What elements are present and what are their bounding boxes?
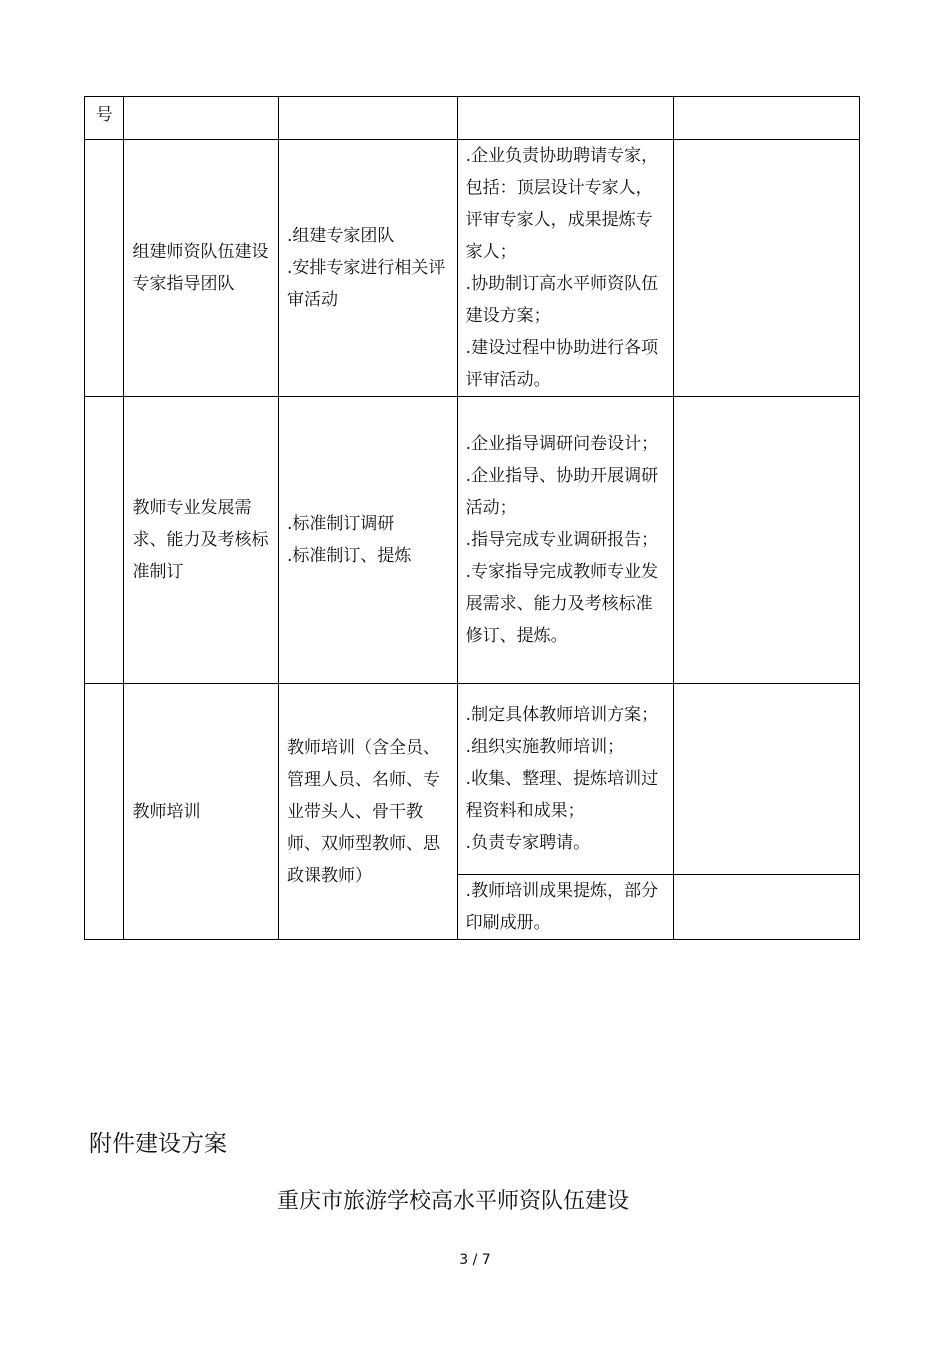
remarks-cell [673,397,859,684]
header-cell [457,97,673,140]
duties-cell: .企业指导调研问卷设计； .企业指导、协助开展调研活动； .指导完成专业调研报告； .专家指导完成教师专业发展需求、能力及考核标准修订、提炼。 [457,397,673,684]
remarks-cell [673,875,859,940]
remarks-cell [673,684,859,875]
table-row [85,140,860,397]
table-row [85,684,860,875]
table-row [85,397,860,684]
content-cell: .组建专家团队 .安排专家进行相关评审活动 [279,140,458,397]
row-num-cell [85,140,124,397]
header-num-cell: 号 [85,97,124,140]
duties-cell: .企业负责协助聘请专家，包括：顶层设计专家人，评审专家人，成果提炼专家人； .协助制订高水平师资队伍建设方案； .建设过程中协助进行各项评审活动。 [457,140,673,397]
task-cell: 教师专业发展需求、能力及考核标准制订 [124,397,279,684]
plan-table [84,96,860,940]
task-cell: 组建师资队伍建设专家指导团队 [124,140,279,397]
duties-extra-cell: .教师培训成果提炼，部分印刷成册。 [457,875,673,940]
remarks-cell [673,140,859,397]
header-cell [279,97,458,140]
content-cell: .标准制订调研 .标准制订、提炼 [279,397,458,684]
document-title: 重庆市旅游学校高水平师资队伍建设 [276,1189,629,1214]
header-cell [124,97,279,140]
header-cell [673,97,859,140]
row-num-cell [85,684,124,940]
page-number: 3 / 7 [459,1252,491,1268]
duties-cell: .制定具体教师培训方案； .组织实施教师培训； .收集、整理、提炼培训过程资料和成果； .负责专家聘请。 [457,684,673,875]
attachment-heading: 附件建设方案 [89,1131,227,1157]
task-cell: 教师培训 [124,684,279,940]
content-cell: 教师培训（含全员、管理人员、名师、专业带头人、骨干教师、双师型教师、思政课教师） [279,684,458,940]
row-num-cell [85,397,124,684]
table-header-row [85,97,860,140]
